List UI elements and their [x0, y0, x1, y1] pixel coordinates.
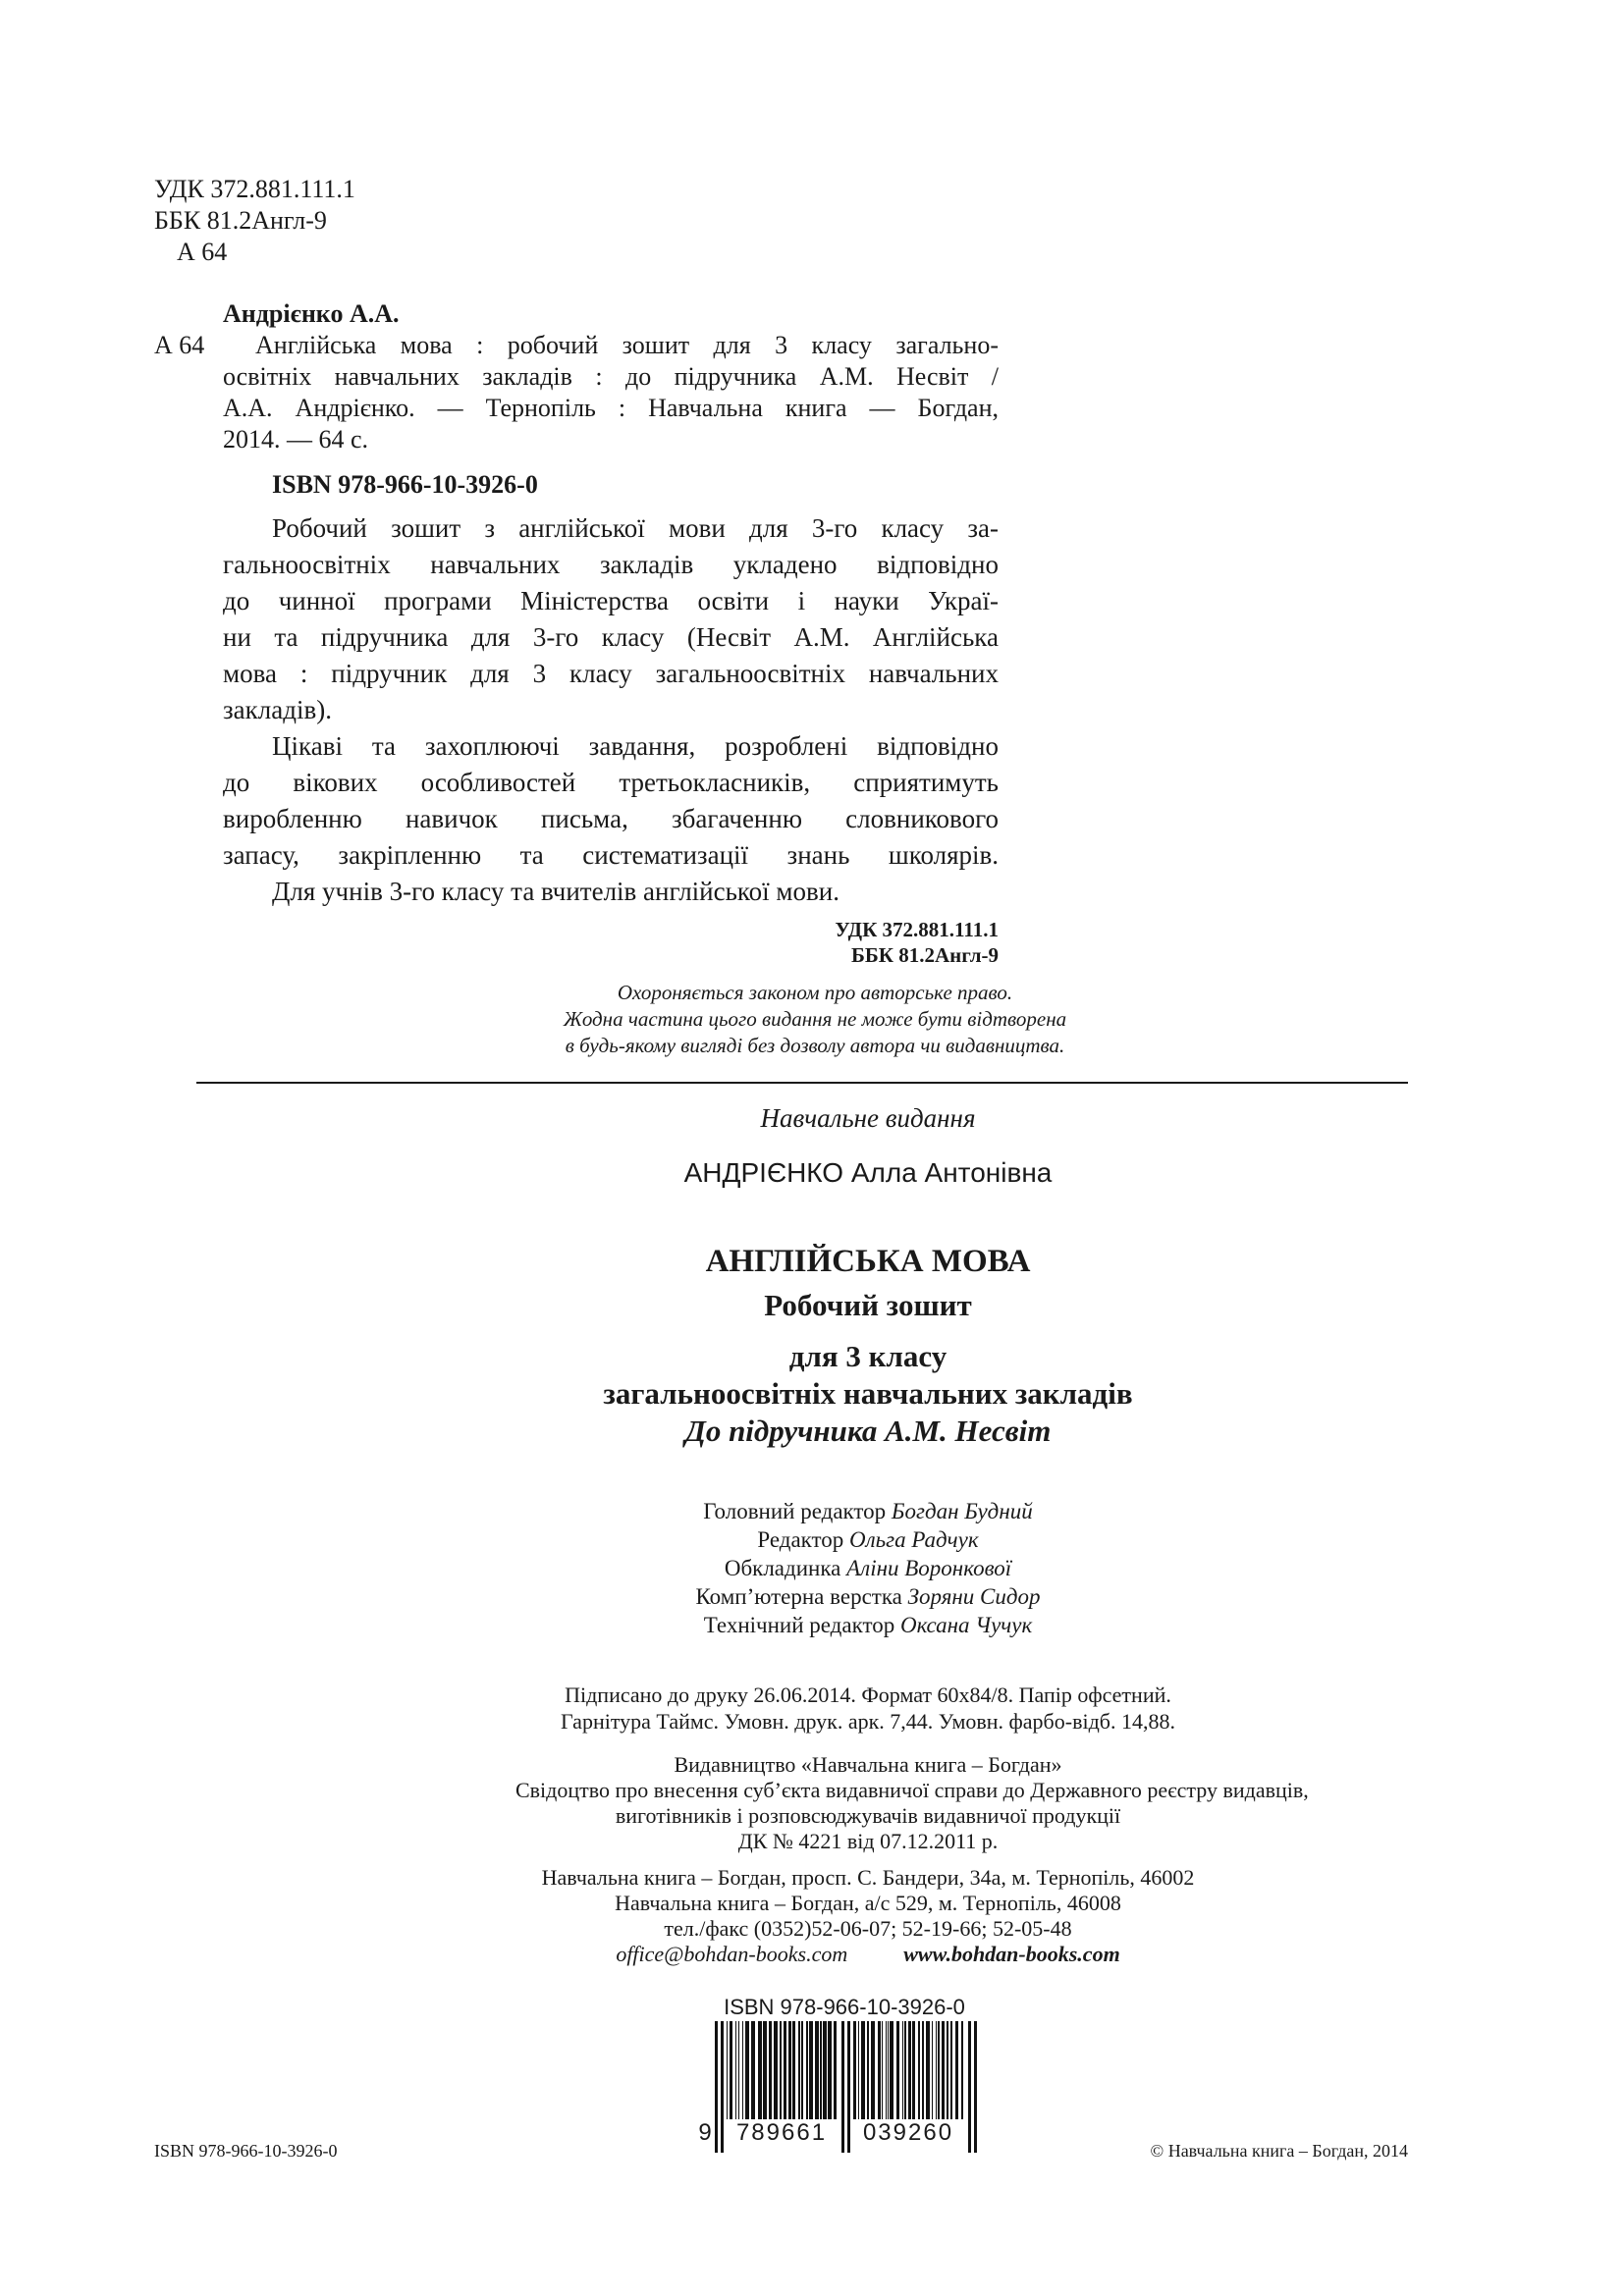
credit-name: Зоряни Сидор [907, 1584, 1041, 1609]
author-full-name: АНДРІЄНКО Алла Антонівна [683, 1157, 1053, 1188]
barcode-guard-bar [715, 2021, 718, 2153]
barcode-isbn: ISBN 978-966-10-3926-0 [724, 1995, 965, 2019]
author-mark: А 64 [177, 238, 228, 266]
credit-role: Редактор [757, 1527, 844, 1552]
credits [515, 1497, 1220, 1639]
footer-isbn: ISBN 978-966-10-3926-0 [154, 2141, 338, 2161]
barcode-group-left: 789661 [724, 2119, 839, 2147]
barcode-digit-first: 9 [698, 2119, 712, 2146]
abstract-line: до вікових особливостей третьокласників, сприятимуть [223, 768, 999, 797]
footer-copyright: © Навчальна книга – Богдан, 2014 [1150, 2141, 1408, 2161]
record-title-line: освітніх навчальних закладів : до підручника А.М. Несвіт / [223, 362, 999, 391]
print-info-line: Підписано до друку 26.06.2014. Формат 60х84/8. Папір офсетний. [565, 1682, 1171, 1707]
copyright-notice [491, 980, 1139, 1059]
udk-code: УДК 372.881.111.1 [154, 175, 355, 203]
address-line: тел./факс (0352)52-06-07; 52-19-66; 52-05-48 [664, 1916, 1072, 1941]
credit-role: Обкладинка [724, 1556, 841, 1580]
abstract-line: мова : підручник для 3 класу загальноосвітніх навчальних [223, 659, 999, 688]
credit-role: Головний редактор [703, 1499, 887, 1523]
publisher-addresses [515, 1865, 1220, 1967]
publisher-info [515, 1752, 1309, 1854]
credit-row [515, 1554, 1220, 1582]
abstract-line: до чинної програми Міністерства освіти і науки Украї- [223, 586, 999, 615]
book-grade: для 3 класу [788, 1339, 947, 1373]
book-textbook: До підручника А.М. Несвіт [684, 1414, 1052, 1448]
contact-line [515, 1942, 1220, 1967]
book-subtitle: Робочий зошит [764, 1288, 972, 1322]
credit-row [515, 1525, 1220, 1554]
abstract-line: виробленню навичок письма, збагаченню словникового [223, 804, 999, 833]
abstract-line: Цікаві та захоплюючі завдання, розроблені відповідно [272, 731, 999, 761]
publisher-line: Свідоцтво про внесення суб’єкта видавничої справи до Державного реєстру видавців, [515, 1778, 1309, 1802]
book-schools: загальноосвітніх навчальних закладів [603, 1376, 1133, 1411]
record-title-line: Англійська мова : робочий зошит для 3 класу загально- [255, 331, 999, 359]
abstract-line: ни та підручника для 3-го класу (Несвіт А.М. Англійська [223, 622, 999, 652]
barcode-group-right: 039260 [850, 2119, 966, 2147]
bbk-code: ББК 81.2Англ-9 [154, 206, 327, 235]
copyright-notice-line: в будь-якому вигляді без дозволу автора чи видавництва. [565, 1034, 1065, 1057]
record-title-line: А.А. Андрієнко. — Тернопіль : Навчальна книга — Богдан, [223, 394, 999, 422]
record-isbn: ISBN 978-966-10-3926-0 [272, 470, 538, 499]
credit-name: Аліни Воронкової [846, 1556, 1012, 1580]
copyright-notice-line: Охороняється законом про авторське право. [617, 981, 1013, 1004]
credit-role: Комп’ютерна верстка [695, 1584, 902, 1609]
publisher-email[interactable]: office@bohdan-books.com [616, 1942, 848, 1966]
credit-role: Технічний редактор [703, 1613, 895, 1637]
publisher-line: виготівників і розповсюджувачів видавничої продукції [615, 1803, 1121, 1828]
abstract-line: Робочий зошит з англійської мови для 3-го класу за- [272, 513, 999, 543]
credit-name: Оксана Чучук [899, 1613, 1033, 1637]
publisher-website[interactable]: www.bohdan-books.com [903, 1942, 1120, 1966]
abstract [223, 510, 999, 910]
credit-row [515, 1497, 1220, 1525]
publisher-line: ДК № 4221 від 07.12.2011 р. [737, 1829, 999, 1853]
credit-name: Богдан Будний [891, 1499, 1033, 1523]
abstract-line: запасу, закріпленню та систематизації знань школярів. [223, 840, 999, 870]
credit-name: Ольга Радчук [849, 1527, 979, 1552]
barcode-guard-bar [974, 2021, 977, 2153]
record-title-line: 2014. — 64 с. [223, 425, 369, 454]
publisher-line: Видавництво «Навчальна книга – Богдан» [674, 1752, 1062, 1777]
record-code: А 64 [154, 331, 205, 359]
record-title [223, 330, 999, 455]
address-line: Навчальна книга – Богдан, просп. С. Бандери, 34а, м. Тернопіль, 46002 [541, 1865, 1195, 1890]
credit-row [515, 1582, 1220, 1611]
edition-type: Навчальне видання [760, 1103, 976, 1133]
barcode-guard-bar [968, 2021, 971, 2153]
print-info-line: Гарнітура Таймс. Умовн. друк. арк. 7,44. Умовн. фарбо-відб. 14,88. [561, 1709, 1175, 1734]
print-info [515, 1682, 1220, 1735]
abstract-bbk: ББК 81.2Англ-9 [850, 943, 999, 967]
abstract-line: Для учнів 3-го класу та вчителів англійської мови. [272, 877, 839, 906]
abstract-line: гальноосвітніх навчальних закладів укладено відповідно [223, 550, 999, 579]
barcode-guard-bar [841, 2021, 844, 2153]
record-author: Андрієнко А.А. [223, 299, 400, 328]
address-line: Навчальна книга – Богдан, а/с 529, м. Тернопіль, 46008 [615, 1891, 1121, 1915]
abstract-udk: УДК 372.881.111.1 [835, 918, 999, 941]
book-title: АНГЛІЙСЬКА МОВА [705, 1244, 1031, 1279]
credit-row [515, 1611, 1220, 1639]
section-divider [196, 1082, 1408, 1084]
abstract-line: закладів). [223, 695, 332, 724]
copyright-notice-line: Жодна частина цього видання не може бути відтворена [563, 1007, 1067, 1031]
